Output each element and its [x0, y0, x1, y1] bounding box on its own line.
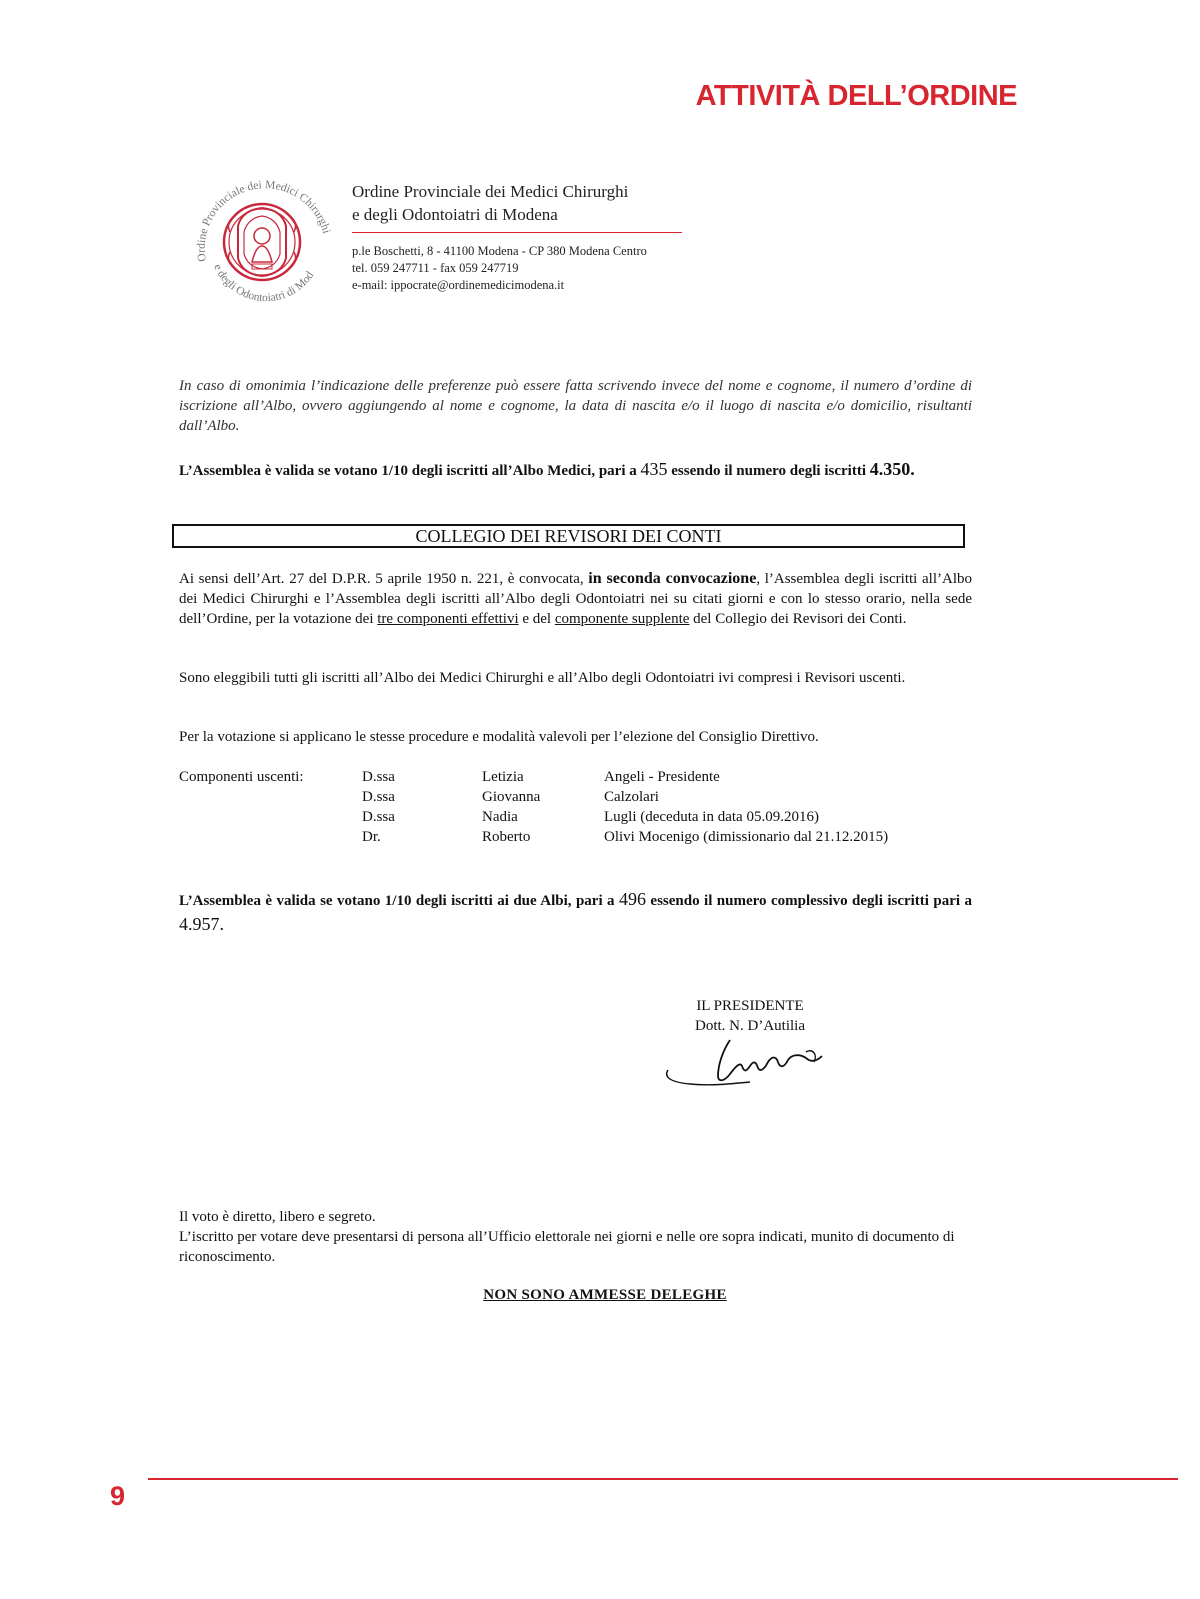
convocation-emphasis: in seconda convocazione	[588, 570, 757, 587]
org-phone: tel. 059 247711 - fax 059 247719	[352, 261, 519, 275]
member-first-name: Letizia	[482, 769, 524, 785]
validity-medici	[179, 458, 972, 483]
president-role: IL PRESIDENTE	[696, 998, 804, 1014]
member-row	[179, 787, 979, 807]
outgoing-members	[179, 767, 979, 847]
seal-text-bottom: e degli Odontoiatri di Mod	[211, 262, 317, 305]
validity-albi-quorum: 496	[619, 889, 646, 909]
validity-albi-prefix: L’Assemblea è valida se votano 1/10 degli iscritti ai due Albi, pari a	[179, 893, 619, 909]
member-row	[179, 807, 979, 827]
letterhead-divider	[352, 232, 682, 233]
voting-rule-line1: Il voto è diretto, libero e segreto.	[179, 1209, 376, 1225]
footer-divider	[148, 1478, 1178, 1480]
homonymy-text: In caso di omonimia l’indicazione delle preferenze può essere fatta scrivendo invece del nome e cognome, il numero d’ordine di iscrizione all’Albo, ovvero aggiungendo al nome e cognome, la data di nascita e/o il luogo di nascita e/o domicilio, risultanti dall’Albo.	[179, 378, 972, 434]
convocation-text-a: Ai sensi dell’Art. 27 del D.P.R. 5 aprile 1950 n. 221, è convocata,	[179, 571, 589, 587]
convocation-text-e: e del	[518, 611, 555, 627]
eligibility-text: Sono eleggibili tutti gli iscritti all’Albo dei Medici Chirurghi e all’Albo degli Odontoiatri ivi compresi i Revisori uscenti.	[179, 670, 906, 686]
voting-rules	[179, 1207, 972, 1267]
validity-albi-middle: essendo il numero complessivo degli iscritti pari a	[646, 893, 972, 909]
procedure-paragraph	[179, 727, 972, 747]
members-label: Componenti uscenti:	[179, 769, 304, 785]
seal-text-top: Ordine Provinciale dei Medici Chirurghi	[195, 179, 333, 263]
order-seal-logo	[186, 166, 336, 316]
seal-icon	[186, 166, 336, 316]
convocation-text-c: , l’Assemblea degli iscritti all’Albo dei Medici Chirurghi e l’Assemblea degli iscritti all’Albo degli Odontoiatri nei su citati giorni e con lo stesso orario, nella sede dell’Ordine, per la votazione dei	[179, 571, 972, 627]
member-title: Dr.	[362, 829, 381, 845]
member-first-name: Roberto	[482, 829, 531, 845]
member-last-name: Calzolari	[604, 789, 659, 805]
convocation-effective-members: tre componenti effettivi	[377, 611, 519, 627]
page-number: 9	[110, 1481, 126, 1511]
validity-medici-middle: essendo il numero degli iscritti	[667, 463, 870, 479]
convocation-substitute-member: componente supplente	[554, 611, 690, 627]
section-title: ATTIVITÀ DELL’ORDINE	[695, 80, 1017, 112]
no-delegations-notice: NON SONO AMMESSE DELEGHE	[483, 1287, 727, 1303]
member-last-name: Olivi Mocenigo (dimissionario dal 21.12.2015)	[604, 829, 889, 845]
procedure-text: Per la votazione si applicano le stesse procedure e modalità valevoli per l’elezione del Consiglio Direttivo.	[179, 729, 819, 745]
collegio-title: COLLEGIO DEI REVISORI DEI CONTI	[172, 524, 965, 548]
member-title: D.ssa	[362, 789, 395, 805]
member-last-name: Lugli (deceduta in data 05.09.2016)	[604, 809, 819, 825]
homonymy-note	[179, 376, 972, 436]
validity-medici-total: 4.350.	[869, 459, 915, 479]
member-title: D.ssa	[362, 809, 395, 825]
validity-albi	[179, 888, 972, 938]
org-name-line2: e degli Odontoiatri di Modena	[352, 205, 558, 224]
collegio-convocation	[179, 569, 972, 629]
letterhead	[352, 180, 682, 294]
member-row	[179, 827, 979, 847]
member-last-name: Angeli - Presidente	[604, 769, 720, 785]
member-row	[179, 767, 979, 787]
voting-rule-line2: L’iscritto per votare deve presentarsi di persona all’Ufficio elettorale nei giorni e nelle ore sopra indicati, munito di documento di riconoscimento.	[179, 1229, 955, 1265]
org-address: p.le Boschetti, 8 - 41100 Modena - CP 380 Modena Centro	[352, 244, 647, 258]
president-name: Dott. N. D’Autilia	[695, 1018, 805, 1034]
handwritten-signature	[660, 1032, 830, 1092]
member-first-name: Giovanna	[482, 789, 541, 805]
convocation-text-g: del Collegio dei Revisori dei Conti.	[689, 611, 907, 627]
member-title: D.ssa	[362, 769, 395, 785]
validity-albi-total: 4.957.	[179, 914, 224, 934]
member-first-name: Nadia	[482, 809, 518, 825]
validity-medici-prefix: L’Assemblea è valida se votano 1/10 degli iscritti all’Albo Medici, pari a	[179, 463, 641, 479]
org-name-line1: Ordine Provinciale dei Medici Chirurghi	[352, 182, 629, 201]
eligibility-paragraph	[179, 668, 972, 688]
validity-medici-quorum: 435	[640, 459, 668, 479]
president-signature-block	[670, 996, 830, 1036]
org-email: e-mail: ippocrate@ordinemedicimodena.it	[352, 278, 565, 292]
